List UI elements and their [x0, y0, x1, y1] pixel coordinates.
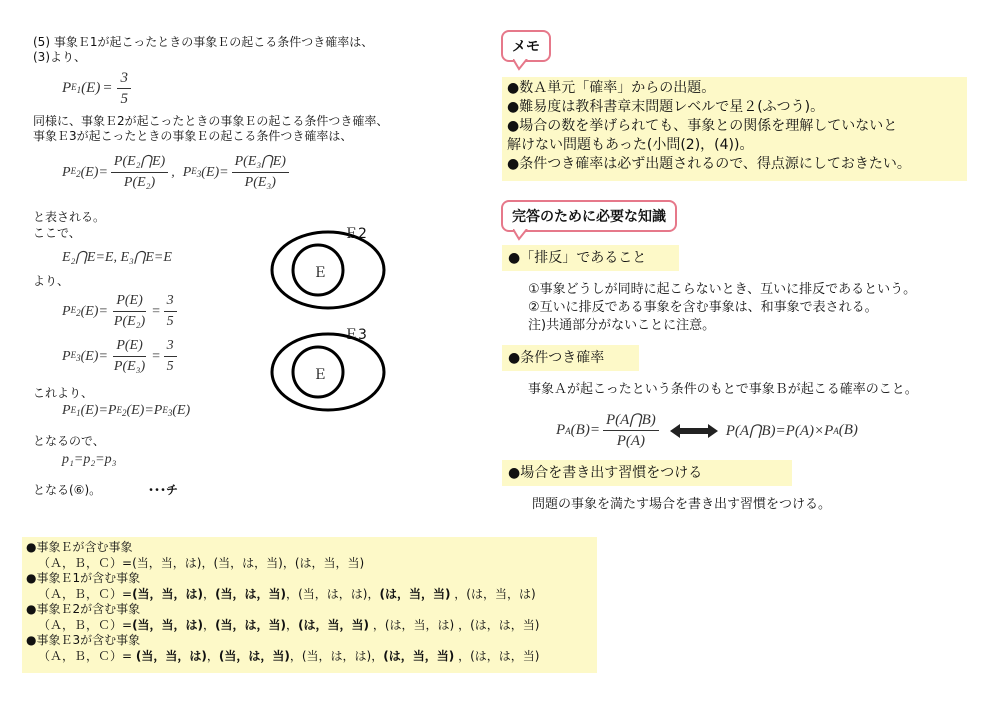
cond-arg: (B)=: [570, 422, 600, 438]
event-row-prefix: （Ａ，Ｂ，Ｃ）=: [38, 648, 136, 663]
outcome-item: (は，当，当): [383, 648, 455, 663]
outcome-item: ，: [206, 648, 219, 663]
text-line-10: となる(⑥)。: [33, 483, 102, 497]
formula-pe1-lhs: P: [62, 80, 72, 96]
outcome-item: (当，は，当): [213, 555, 283, 570]
outcome-item: (は，当，当): [379, 586, 451, 601]
label-e2: Ｅ2: [344, 226, 367, 242]
outcome-item: ，: [454, 648, 471, 663]
event-row-prefix: （Ａ，Ｂ，Ｃ）=: [38, 555, 133, 570]
formula-f5-subsub: 3: [76, 352, 81, 363]
f6-p1: P: [62, 403, 71, 418]
exclusive-line-2: ②互いに排反である事象を含む事象は、和事象で表される。: [528, 300, 878, 315]
text-line-5: と表される。: [33, 210, 106, 224]
formula-pe3-subsub: 3: [196, 168, 202, 179]
formula-pe2-fraction: [111, 152, 168, 193]
section-conditional-body: 事象Ａが起こったという条件のもとで事象Ｂが起こる確率のこと。: [528, 382, 918, 397]
outcome-item: (当，は，当): [215, 617, 287, 632]
outcome-item: ，: [369, 617, 385, 632]
event-row-outcomes: [26, 618, 597, 634]
formula-intersection: E₂⋂E=E, E₃⋂E=E: [62, 250, 172, 265]
memo-line-3: ●場合の数を挙げられても、事象との関係を理解していないと: [507, 118, 898, 134]
formula-pe2-sub: E: [70, 166, 77, 177]
formula-pe3-num: P(E₃⋂E): [232, 152, 289, 173]
outcome-item: ，: [282, 555, 295, 570]
formula-pe3-value: [62, 336, 180, 377]
cond-rsub: A: [833, 425, 839, 436]
outcome-item: (は，当，当): [294, 555, 365, 570]
formula-p-equal: p₁=p₂=p₃: [62, 452, 117, 467]
outer-set-e2: [272, 232, 384, 308]
outcome-item: ，: [201, 555, 214, 570]
outcome-item: (当，は，当): [218, 648, 290, 663]
double-arrow-icon: [670, 423, 718, 439]
f6-ss2: 2: [121, 407, 127, 418]
f6-s1: E: [70, 404, 77, 415]
cond-rarg: (B): [838, 422, 858, 438]
formula-f4-eq: =: [151, 303, 161, 319]
formula-pe1-arg: (E): [81, 80, 101, 96]
outcome-item: (当，当，は): [132, 555, 202, 570]
text-line-9: となるので、: [33, 434, 105, 448]
memo-title: メモ: [512, 39, 540, 55]
formula-f4-den: P(E₂): [113, 314, 146, 329]
formula-f4-subsub: 2: [76, 307, 81, 318]
callout-tail-icon: [513, 59, 529, 71]
formula-f5-fraction: [111, 336, 148, 377]
outcome-item: (は，当，当): [298, 617, 370, 632]
outcome-item: (は，は，当): [470, 648, 540, 663]
outcome-item: ，: [286, 586, 299, 601]
formula-pe2-arg: (E)=: [80, 164, 108, 180]
f6-ss3: 3: [167, 407, 173, 418]
conditional-formula: [556, 410, 858, 451]
formula-f4-den2: 5: [166, 314, 174, 329]
formula-pe2-lhs: P: [62, 164, 71, 180]
formula-equal-probabilities: [62, 403, 190, 419]
formula-pe1-subsub: 1: [76, 84, 82, 95]
cond-sub: A: [565, 425, 571, 436]
formula-f5-arg: (E)=: [80, 348, 108, 364]
knowledge-title: 完答のために必要な知識: [512, 209, 666, 225]
outcome-item: (当，当，は): [132, 617, 204, 632]
formula-pe3-den: P(E₃): [244, 175, 276, 190]
event-row-prefix: （Ａ，Ｂ，Ｃ）=: [38, 586, 133, 601]
section-exclusive-heading: ●「排反」であること: [502, 245, 679, 271]
formula-pe3-lhs: P: [182, 164, 192, 180]
cond-num: P(A⋂B): [603, 410, 659, 431]
cond-fraction: [603, 410, 659, 451]
event-row-label: ●事象Ｅ2が含む事象: [26, 602, 141, 616]
answer-label: ･･･チ: [148, 483, 179, 497]
outer-set-e3: [272, 334, 384, 410]
outcome-item: ，: [450, 586, 467, 601]
outcome-item: ，: [203, 586, 216, 601]
text-line-1: (5) 事象Ｅ1が起こったときの事象Ｅの起こる条件つき確率は、: [33, 35, 374, 49]
text-line-4: 事象Ｅ3が起こったときの事象Ｅの起こる条件つき確率は、: [33, 129, 353, 143]
formula-f5-eq: =: [151, 348, 161, 364]
set-diagram: [270, 220, 410, 420]
f6-s3: E: [162, 404, 168, 415]
memo-line-1: ●数Ａ単元「確率」からの出題。: [507, 80, 716, 96]
outcome-item: (当，当，は): [132, 586, 204, 601]
text-line-3: 同様に、事象Ｅ2が起こったときの事象Ｅの起こる条件つき確率、: [33, 114, 389, 128]
memo-box: [502, 77, 967, 181]
event-row-label: ●事象Ｅが含む事象: [26, 540, 133, 554]
section-writeout-heading: ●場合を書き出す習慣をつける: [502, 460, 792, 486]
formula-f4-lhs: P: [62, 303, 71, 319]
outcome-item: (当，当，は): [135, 648, 207, 663]
formula-pe2-num: P(E₂⋂E): [111, 152, 168, 173]
event-row-prefix: （Ａ，Ｂ，Ｃ）=: [38, 617, 133, 632]
section-writeout-body: 問題の事象を満たす場合を書き出す習慣をつける。: [532, 497, 832, 512]
exclusive-line-1: ①事象どうしが同時に起こらないとき、互いに排反であるという。: [528, 282, 917, 297]
section-conditional-heading: ●条件つき確率: [502, 345, 639, 371]
formula-f5-den2: 5: [166, 359, 174, 374]
f6-s2: E: [116, 404, 122, 415]
event-row-outcomes: [26, 587, 597, 603]
formula-f5-den: P(E₃): [113, 359, 146, 374]
formula-f5-sub: E: [70, 350, 77, 361]
label-e3: Ｅ3: [344, 327, 367, 343]
memo-callout: [501, 30, 551, 62]
text-line-6: ここで、: [33, 226, 81, 240]
cond-den: P(A): [616, 433, 646, 449]
memo-line-4: 解けない問題もあった(小問(2)，(4))。: [507, 137, 754, 153]
formula-f5-lhs: P: [62, 348, 71, 364]
event-row-label: ●事象Ｅ3が含む事象: [26, 633, 141, 647]
formula-f5-fraction2: [164, 336, 177, 377]
outcome-item: ，: [367, 586, 380, 601]
exclusive-line-3: 注)共通部分がないことに注意。: [528, 318, 716, 333]
knowledge-callout: [501, 200, 677, 232]
f6-p2: (E)=P: [80, 403, 117, 418]
memo-line-5: ●条件つき確率は必ず出題されるので、得点源にしておきたい。: [507, 156, 911, 172]
text-line-2: (3)より、: [33, 50, 86, 64]
formula-pe3-fraction: [232, 152, 289, 193]
formula-pe2-subsub: 2: [76, 168, 81, 179]
formula-pe1-den: 5: [120, 91, 128, 107]
formula-f4-fraction2: [164, 291, 177, 332]
events-box: [22, 537, 597, 673]
label-e-inner-1: Ｅ: [313, 265, 327, 281]
formula-f5-num2: 3: [164, 336, 177, 357]
event-row-outcomes: [26, 649, 597, 665]
formula-pe2-value: [62, 291, 180, 332]
outcome-item: ，: [203, 617, 216, 632]
formula-f4-sub: E: [70, 305, 77, 316]
outcome-item: (当，は，は): [298, 586, 368, 601]
label-e-inner-2: Ｅ: [313, 367, 327, 383]
formula-pe1: [62, 68, 134, 109]
outcome-item: ，: [371, 648, 384, 663]
outcome-item: ，: [286, 617, 299, 632]
memo-line-2: ●難易度は教科書章末問題レベルで星２(ふつう)。: [507, 99, 825, 115]
formula-pe2-pe3: [62, 152, 292, 193]
section-exclusive-body: [528, 281, 916, 335]
cond-rhs: P(A⋂B)=P(A)×P: [725, 423, 834, 439]
formula-pe1-num: 3: [117, 68, 131, 89]
outcome-item: (当，は，当): [215, 586, 287, 601]
formula-f4-arg: (E)=: [80, 303, 108, 319]
event-row-outcomes: [26, 556, 597, 572]
f6-p3: (E)=P: [126, 403, 163, 418]
cond-lhs: P: [556, 422, 566, 438]
formula-f5-num: P(E): [113, 336, 145, 357]
outcome-item: (は，当，は): [466, 586, 536, 601]
event-row-label: ●事象Ｅ1が含む事象: [26, 571, 141, 585]
formula-pe1-fraction: [117, 68, 131, 109]
outcome-item: ，: [289, 648, 302, 663]
callout-tail-icon: [513, 229, 529, 241]
formula-pe1-eq: =: [102, 80, 113, 96]
formula-pe2-den: P(E₂): [123, 175, 156, 190]
outcome-item: (当，は，は): [301, 648, 372, 663]
formula-pe1-sub: E: [71, 82, 77, 93]
outcome-item: ，: [454, 617, 471, 632]
formula-pe3-sub: E: [191, 166, 197, 177]
formula-pe3-arg: (E)=: [201, 164, 229, 180]
formula-f4-fraction: [111, 291, 148, 332]
outcome-item: (は，当，は): [384, 617, 455, 632]
text-line-8: これより、: [33, 386, 94, 400]
outcome-item: (は，は，当): [470, 617, 540, 632]
text-line-7: より、: [33, 274, 70, 288]
formula-f4-num: P(E): [113, 291, 145, 312]
formula-separator: ,: [171, 164, 175, 180]
formula-f4-num2: 3: [164, 291, 177, 312]
f6-arg: (E): [172, 403, 191, 418]
f6-ss1: 1: [76, 407, 81, 418]
